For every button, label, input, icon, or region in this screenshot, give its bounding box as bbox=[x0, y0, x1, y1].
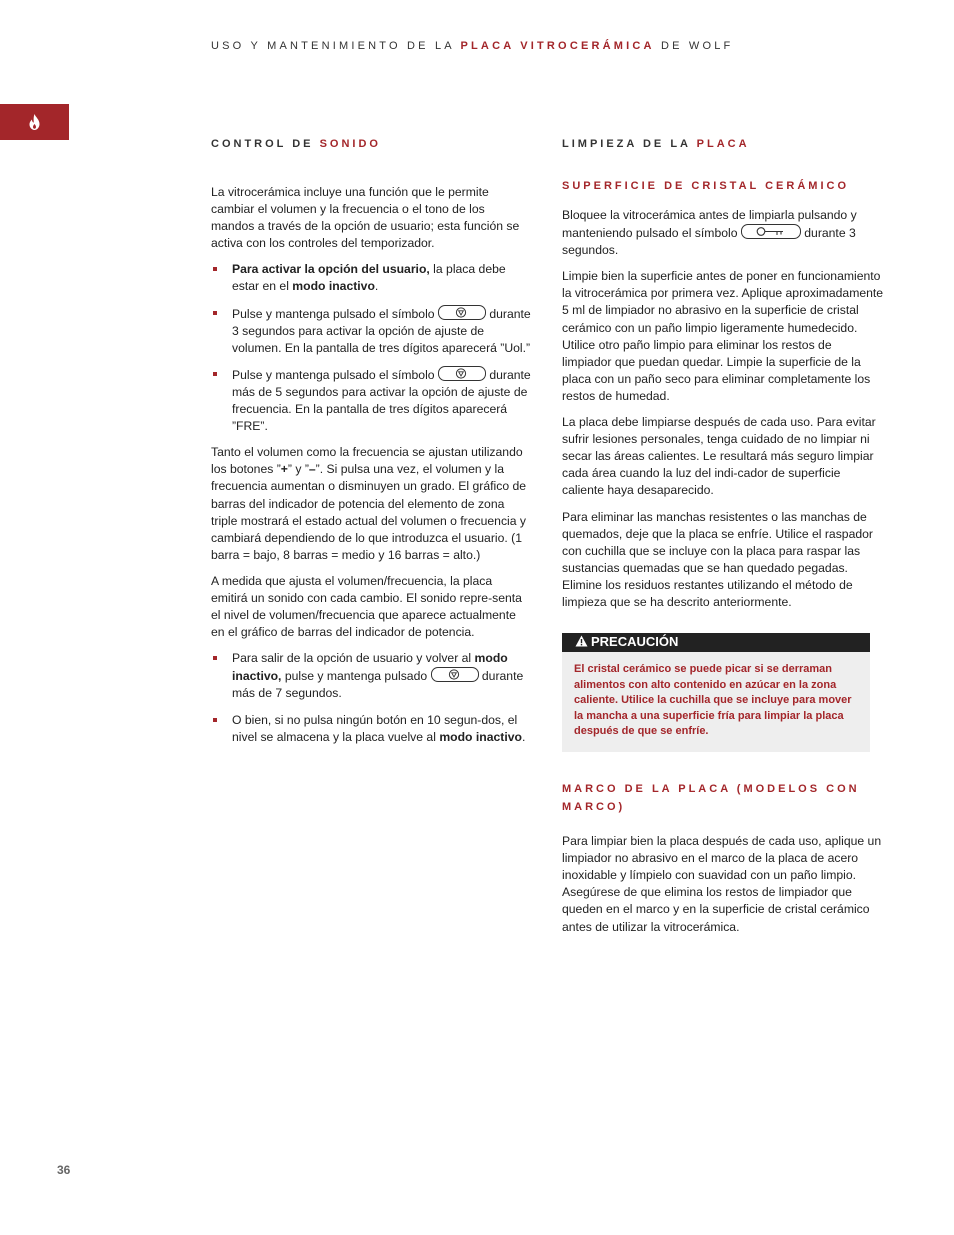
sound-control-column bbox=[211, 138, 531, 755]
stains-paragraph: Para eliminar las manchas resistentes o las manchas de quemados, deje que la placa se enfríe. Utilice el raspador con cuchilla que se incluye con la placa para raspar las sustancias quemadas que se han quedado pegadas. Elimine los residuos restantes utilizando el método de limpieza que se ha descrito anteriormente. bbox=[562, 509, 873, 609]
header-prefix: USO Y MANTENIMIENTO DE LA bbox=[211, 40, 461, 52]
timer-key-icon bbox=[431, 667, 479, 682]
list-item: Pulse y mantenga pulsado el símbolo durante más de 5 segundos para activar la opción de ajuste de frecuencia. En la pantalla de tres dígitos aparecerá ”FRE”. bbox=[211, 366, 531, 435]
caution-box bbox=[562, 633, 870, 752]
timer-key-icon bbox=[438, 366, 486, 381]
list-item: O bien, si no pulsa ningún botón en 10 segun-dos, el nivel se almacena y la placa vuelve al modo inactivo. bbox=[211, 712, 531, 746]
sound-intro-paragraph: La vitrocerámica incluye una función que le permite cambiar el volumen y la frecuencia o el tono de los mandos a través de la opción de usuario; esta función se activa con los controles del temporizador. bbox=[211, 185, 520, 251]
sound-control-title: CONTROL DE SONIDO bbox=[211, 138, 381, 150]
page-header bbox=[211, 40, 733, 52]
ceramic-surface-subtitle: SUPERFICIE DE CRISTAL CERÁMICO bbox=[562, 180, 849, 192]
frame-subtitle: MARCO DE LA PLACA (MODELOS CON MARCO) bbox=[562, 783, 860, 814]
cleaning-title: LIMPIEZA DE LA PLACA bbox=[562, 138, 750, 150]
list-item: Para activar la opción del usuario, la placa debe estar en el modo inactivo. bbox=[211, 261, 531, 295]
exit-steps-list bbox=[211, 650, 531, 745]
sound-feedback-paragraph: A medida que ajusta el volumen/frecuencia, la placa emitirá un sonido con cada cambio. El sonido repre-senta el nivel de volumen/frecuencia que aparece actualmente en el gráfico de barras del indicador de potencia. bbox=[211, 573, 522, 640]
caution-text: El cristal cerámico se puede picar si se derraman alimentos con alto contenido en azúcar en la zona caliente. Utilice la cuchilla que se incluye para mover la mancha a una superficie fría para limpiar la placa después de que se enfríe. bbox=[574, 663, 852, 738]
volume-frequency-paragraph: Tanto el volumen como la frecuencia se ajustan utilizando los botones ”+” y ”–”. Si pulsa una vez, el volumen y la frecuencia aumentan o disminuyen un grado. El gráfico de barras del indicador de potencia del elemento de zona triple mostrará el estado actual del volumen o frecuencia y cambiará dependiendo de lo que introduzca el usuario. (1 barra = bajo, 8 barras = medio y 16 barras = alto.) bbox=[211, 445, 527, 562]
frame-cleaning-paragraph: Para limpiar bien la placa después de cada uso, aplique un limpiador no abrasivo en el marco de la placa de acero inoxidable y límpielo con suavidad con un paño limpio. Asegúrese de que elimina los restos de limpiador que queden en el marco y en la superficie de cristal cerámico antes de utilizar la vitrocerámica. bbox=[562, 834, 882, 934]
page-number: 36 bbox=[57, 1163, 71, 1177]
after-use-paragraph: La placa debe limpiarse después de cada uso. Para evitar sufrir lesiones personales, tenga cuidado de no limpiar ni secar las áreas calientes. Le resultará más seguro limpiar cada área cuando la luz del indi-cador de superficie caliente haya desaparecido. bbox=[562, 415, 876, 498]
lock-paragraph: Bloquee la vitrocerámica antes de limpiarla pulsando y manteniendo pulsado el símbolo durante 3 segundos. bbox=[562, 208, 857, 258]
list-item: Pulse y mantenga pulsado el símbolo durante 3 segundos para activar la opción de ajuste de volumen. En la pantalla de tres dígitos aparecerá ”Uol.” bbox=[211, 305, 531, 357]
sound-steps-list bbox=[211, 261, 531, 435]
caution-title: PRECAUCIÓN bbox=[591, 634, 679, 650]
lock-key-icon bbox=[741, 224, 801, 239]
caution-header bbox=[562, 633, 870, 652]
timer-key-icon bbox=[438, 305, 486, 320]
cleaning-column bbox=[562, 138, 884, 936]
warning-icon bbox=[575, 635, 588, 647]
first-use-paragraph: Limpie bien la superficie antes de poner en funcionamiento la vitrocerámica por primera vez. Aplique aproximadamente 5 ml de limpiador no abrasivo en la superficie de cristal cerámico con un paño limpio ligeramente humedecido. Utilice otro paño limpio para eliminar los restos de limpiador que puedan quedar. Limpie la superficie de la placa con un paño seco para eliminar completamente los restos de humedad. bbox=[562, 269, 884, 403]
section-tab bbox=[0, 104, 69, 140]
header-suffix: DE WOLF bbox=[654, 40, 734, 52]
list-item: Para salir de la opción de usuario y volver al modo inactivo, pulse y mantenga pulsado durante más de 7 segundos. bbox=[211, 650, 531, 702]
header-highlight: PLACA VITROCERÁMICA bbox=[460, 40, 655, 52]
flame-icon bbox=[28, 114, 41, 130]
